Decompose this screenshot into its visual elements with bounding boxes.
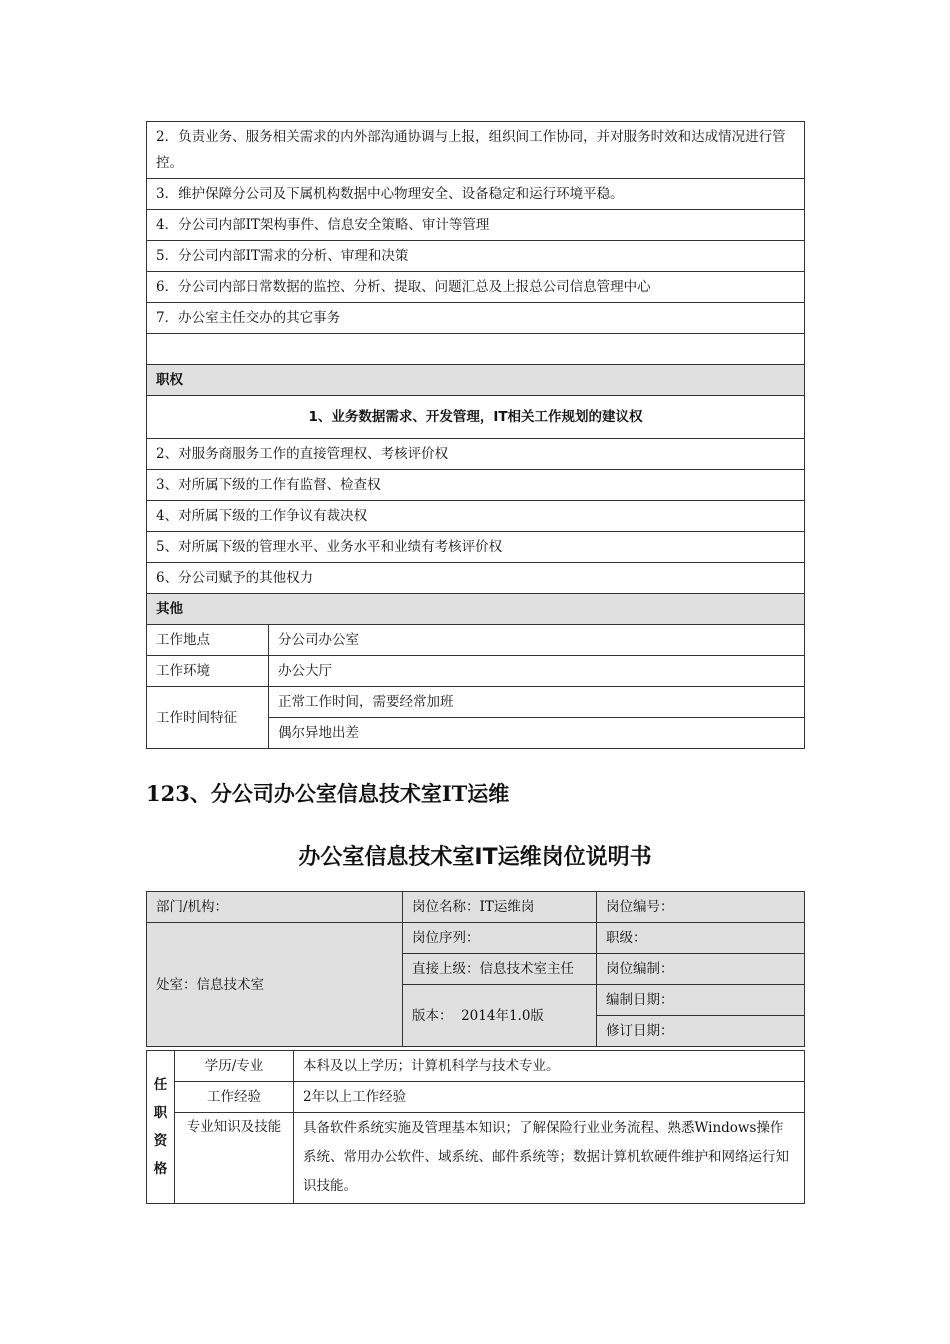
authority-item: 2、对服务商服务工作的直接管理权、考核评价权 xyxy=(147,439,805,470)
office-field: 处室：信息技术室 xyxy=(147,923,403,1047)
side-char: 资 xyxy=(153,1133,168,1149)
work-time-value: 偶尔异地出差 xyxy=(269,718,805,749)
duty-item: 6．分公司内部日常数据的监控、分析、提取、问题汇总及上报总公司信息管理中心 xyxy=(147,272,805,303)
duty-item: 7．办公室主任交办的其它事务 xyxy=(147,303,805,334)
version-field: 版本： 2014年1.0版 xyxy=(403,985,597,1047)
experience-label: 工作经验 xyxy=(175,1082,294,1113)
post-info-table xyxy=(146,891,805,1047)
education-value: 本科及以上学历；计算机科学与技术专业。 xyxy=(294,1051,805,1082)
section-heading: 123、分公司办公室信息技术室IT运维 xyxy=(146,781,510,806)
authority-item-first: 1、业务数据需求、开发管理，IT相关工作规划的建议权 xyxy=(147,396,805,439)
post-name-field: 岗位名称：IT运维岗 xyxy=(403,892,597,923)
work-place-label: 工作地点 xyxy=(147,625,269,656)
work-place-value: 分公司办公室 xyxy=(269,625,805,656)
work-env-label: 工作环境 xyxy=(147,656,269,687)
document-title: 办公室信息技术室IT运维岗位说明书 xyxy=(298,845,652,870)
dept-field: 部门/机构： xyxy=(147,892,403,923)
qualification-table xyxy=(146,1050,805,1204)
other-header: 其他 xyxy=(147,594,805,625)
side-char: 职 xyxy=(153,1105,168,1121)
authority-item: 6、分公司赋予的其他权力 xyxy=(147,563,805,594)
post-sequence-field: 岗位序列： xyxy=(403,923,597,954)
superior-field: 直接上级：信息技术室主任 xyxy=(403,954,597,985)
authority-header: 职权 xyxy=(147,365,805,396)
duty-item: 4．分公司内部IT架构事件、信息安全策略、审计等管理 xyxy=(147,210,805,241)
duty-item: 3．维护保障分公司及下属机构数据中心物理安全、设备稳定和运行环境平稳。 xyxy=(147,179,805,210)
duties-table xyxy=(146,121,805,749)
work-time-label: 工作时间特征 xyxy=(147,687,269,749)
edit-date-field: 编制日期： xyxy=(597,985,805,1016)
side-char: 任 xyxy=(153,1077,168,1093)
qualification-side-label xyxy=(147,1051,175,1204)
skills-value: 具备软件系统实施及管理基本知识；了解保险行业业务流程、熟悉Windows操作系统、常用办公软件、域系统、邮件系统等；数据计算机软硬件维护和网络运行知识技能。 xyxy=(294,1113,805,1204)
revise-date-field: 修订日期： xyxy=(597,1016,805,1047)
skills-label: 专业知识及技能 xyxy=(175,1113,294,1204)
side-char: 格 xyxy=(153,1161,168,1177)
post-quota-field: 岗位编制： xyxy=(597,954,805,985)
post-number-field: 岗位编号： xyxy=(597,892,805,923)
authority-item: 5、对所属下级的管理水平、业务水平和业绩有考核评价权 xyxy=(147,532,805,563)
education-label: 学历/专业 xyxy=(175,1051,294,1082)
level-field: 职级： xyxy=(597,923,805,954)
empty-row xyxy=(147,334,805,365)
authority-item: 4、对所属下级的工作争议有裁决权 xyxy=(147,501,805,532)
work-env-value: 办公大厅 xyxy=(269,656,805,687)
duty-item: 5．分公司内部IT需求的分析、审理和决策 xyxy=(147,241,805,272)
experience-value: 2年以上工作经验 xyxy=(294,1082,805,1113)
duty-item: 2．负责业务、服务相关需求的内外部沟通协调与上报，组织间工作协同，并对服务时效和达成情况进行管控。 xyxy=(147,122,805,179)
authority-item: 3、对所属下级的工作有监督、检查权 xyxy=(147,470,805,501)
work-time-value: 正常工作时间，需要经常加班 xyxy=(269,687,805,718)
